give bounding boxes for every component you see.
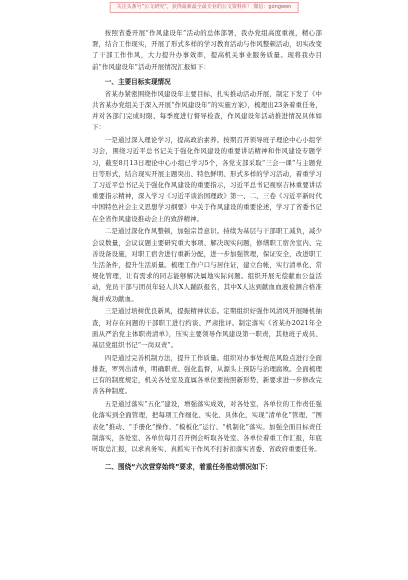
header-notice: 关注头条号“公文研究”，获得最新最全最专业的公文资料库！ 微信：gongwen [110,2,299,13]
document-body [92,28,322,474]
intro-paragraph: 按照省委开展“作风建设年”活动的总体部署，我办党组高度重视，精心部署，结合工作现实，开展了形式多样的学习教育活动与作风整顿活动，切实改变了干部工作作风，大力提升办事效率，提高机关事业服务质量。现将我办目前“作风建设年”活动开展情况汇报如下： [92,29,322,71]
paragraph-item-3: 三是通过培树优良新风，提振精神状态。定期组织好强作风清风开展睡机抽查，对存在问题的干部职工进行约谈、严肃批评。制定落实《省某办2021年全面从严治党主体职责清单》，压实主要领导作风建设第一职责，其他班子成员、基层党组织书记“一岗双责”。 [92,307,322,350]
section-heading-2: 二、围绕“六次营穿始终”要求，着重任务推动情况如下： [104,463,272,472]
paragraph-item-4: 四是通过完善机制方法，提升工作质量。组织对办事处规范风险点进行全面排查，罗列出清单，明确职责、强化监督，从源头上预防与治理腐败。全面梳理已有的制度规定，机关各处室及直属各单位要按照新形势、新要求进一步修改完善各种制度。 [92,353,322,396]
section-heading-1: 一、主要目标实现情况 [104,77,171,86]
paragraph-item-5: 五是通过落实“五化”建设，增强落实成效，对各处室、各单位的工作责任强化落实到全面管理，把每项工作细化、实化、具体化，实现“清单化”管理、“图表化”推动、“手册化”操作、“模板化”运行、“机制化”落实。加强全面目标责任制落实，各处室、各单位每月召开例会听取各处室、各单位着重工作汇报，年底听取总汇报，以求真务实、真抓实干作风不打折扣落实省委、省政府重要任务。 [92,400,322,454]
paragraph-overview: 省某办紧密围绕作风建设年主要目标，扎实推动活动开展，制定下发了《中共省某办党组关于深入开展“作风建设年”的实施方案》，梳理出23条着重任务，并对各部门完成时限、每季度进行督导检查，作风建设年活动推进情况具体如下： [92,89,322,132]
paragraph-item-2: 二是通过深化作风整顿，加强宗旨意识。持续为基层与干部职工减负，减少会议数量，会议议题主要研究重大事项、解决现实问题，修缮职工宿舍室内、完善设备设施，对职工宿舍进行重新分配，进一步加强管理，保证安全，改进职工生活条件，提升生活质量。梳理工作户口与居住证，建立台帐，实行清单化、常规化管理，让有需求的同志能够解决属地实际问题。组织开展无偿献血公益活动，党员干部与团员年轻人共X人踊跃报名，其中X人达到献血血液检测合格准绳并成功献血。 [92,227,322,303]
paragraph-item-1: 一是通过深入理论学习，提高政治素养。按期召开领导班子理论中心小组学习会，围绕习近平总书记关于强化作风建设的重要讲话精神和作风建设专题学习，截至8月13日理论中心小组已学习5个，各党支部采取“三会一课”与主题党日等形式，结合现实开展主题突出、特色鲜明、形式多样的学习活动，着重学习了习近平总书记关于强化作风建设的重要指示，习近平总书记视察吉林重要讲话重要指示精神，深入学习《习近平谈治国理政》第一、二、三卷《习近平新时代中国特色社会主义思想学习纲要》中关于作风建设的重要论述，学习了省委书记在全省作风建设推动会上的致辞精神。 [92,136,322,223]
